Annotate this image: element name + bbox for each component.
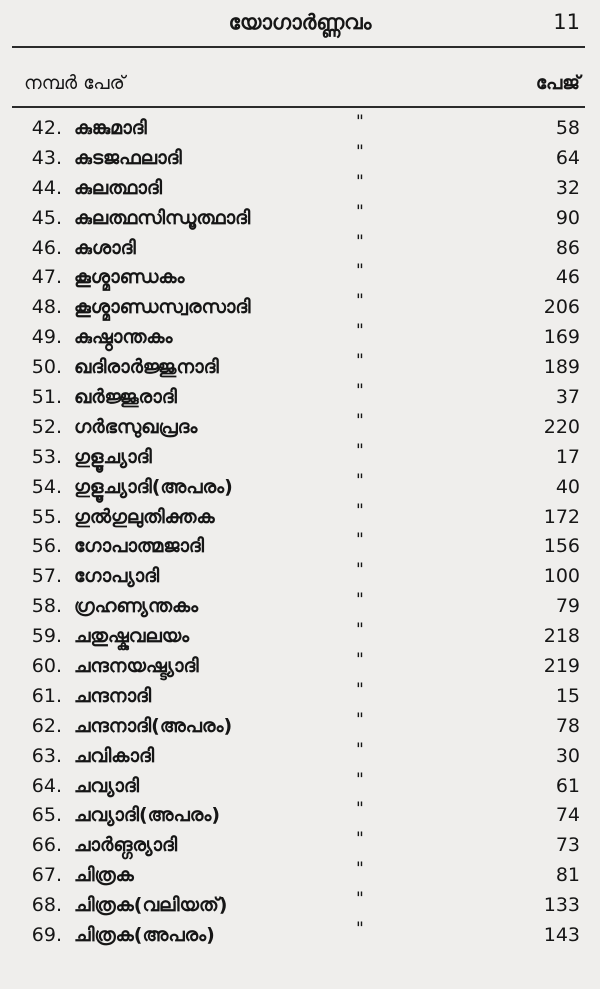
entry-number: 63. [31,744,62,767]
ditto-mark: " [356,500,364,521]
ditto-mark: " [356,410,364,431]
entry-name: ചിത്രക(വലിയത്) [74,894,228,917]
index-row [0,860,600,890]
entry-name: ചിത്രക [74,864,134,887]
entry-number: 47. [31,266,62,289]
ditto-mark: " [356,470,364,491]
entry-page: 133 [543,894,580,917]
ditto-mark: " [356,799,364,820]
entry-page: 64 [555,146,580,169]
ditto-mark: " [356,650,364,671]
index-row [0,203,600,233]
index-row [0,233,600,263]
ditto-mark: " [356,291,364,312]
ditto-mark: " [356,560,364,581]
ditto-mark: " [356,171,364,192]
page-header [0,8,600,40]
entry-number: 44. [31,176,62,199]
ditto-mark: " [356,440,364,461]
entry-name: ചന്ദനാദി(അപരം) [74,714,233,737]
index-row [0,651,600,681]
entry-page: 73 [555,834,580,857]
entry-name: ചന്ദനാദി [74,684,152,707]
ditto-mark: " [356,201,364,222]
ditto-mark: " [356,590,364,611]
entry-name: കുങ്കുമാദി [74,117,147,139]
entry-name: കുലത്ഥസിന്ധൂത്ഥാദി [74,206,251,229]
entry-page: 143 [543,924,580,947]
entry-page: 156 [543,535,580,558]
entry-name: ഗുളൂച്യാദി [74,445,152,468]
entry-name: കുലത്ഥാദി [74,176,162,199]
entry-number: 46. [31,236,62,259]
entry-name: ചിത്രക(അപരം) [74,924,215,947]
index-row [0,173,600,203]
ditto-mark: " [356,709,364,730]
ditto-mark: " [356,351,364,372]
entry-page: 15 [555,684,580,707]
entry-page: 206 [543,296,580,319]
entry-page: 74 [555,804,580,827]
index-row [0,262,600,292]
ditto-mark: " [356,859,364,880]
entry-number: 65. [31,804,62,827]
ditto-mark: " [356,261,364,282]
entry-number: 56. [31,535,62,558]
entry-page: 40 [555,475,580,498]
entry-number: 51. [31,386,62,409]
entry-number: 67. [31,864,62,887]
index-row [0,771,600,801]
index-row [0,292,600,322]
entry-number: 58. [31,595,62,618]
entry-page: 81 [555,864,580,887]
ditto-mark: " [356,530,364,551]
entry-number: 69. [31,924,62,947]
index-row [0,591,600,621]
top-divider [12,46,585,48]
entry-number: 62. [31,714,62,737]
entry-number: 61. [31,684,62,707]
index-row [0,442,600,472]
entry-name: ഗോപ്യാദി [74,565,160,588]
entry-number: 59. [31,625,62,648]
entry-name: ചവ്യാദി(അപരം) [74,804,220,827]
book-title: യോഗാർണ്ണവം [228,10,372,34]
index-row [0,890,600,920]
entry-page: 219 [543,655,580,678]
entry-number: 60. [31,655,62,678]
entry-name: കുശാദി [74,236,136,259]
ditto-mark: " [356,889,364,910]
entry-page: 218 [543,625,580,648]
entry-name: ഖർജ്ജൂരാദി [74,386,177,409]
index-row [0,322,600,352]
page-number: 11 [553,10,580,34]
entry-number: 48. [31,296,62,319]
index-row [0,113,600,143]
entry-page: 78 [555,714,580,737]
entry-name: ഖദിരാർജ്ജുനാദി [74,356,219,379]
entry-page: 32 [555,176,580,199]
entry-name: ഗ്രഹണ്യന്തകം [74,595,199,618]
index-row [0,472,600,502]
index-row [0,502,600,532]
entry-number: 68. [31,894,62,917]
entry-name: ഗോപാത്മജാദി [74,535,205,558]
ditto-mark: " [356,321,364,342]
ditto-mark: " [356,769,364,790]
index-list [0,113,600,950]
index-row [0,382,600,412]
entry-number: 50. [31,356,62,379]
entry-page: 58 [555,117,580,139]
entry-number: 42. [31,117,62,139]
index-row [0,561,600,591]
header-divider [12,106,585,108]
entry-page: 79 [555,595,580,618]
entry-number: 45. [31,206,62,229]
entry-name: ചന്ദനയഷ്ട്യാദി [74,655,199,678]
entry-number: 64. [31,774,62,797]
entry-name: ചവികാദി [74,744,155,767]
entry-name: ഗർഭസുഖപ്രദം [74,415,198,438]
entry-number: 55. [31,505,62,528]
ditto-mark: " [356,829,364,850]
entry-page: 172 [543,505,580,528]
entry-page: 169 [543,326,580,349]
entry-number: 57. [31,565,62,588]
entry-page: 61 [555,774,580,797]
entry-name: ചാർങ്ഗര്യാദി [74,834,178,857]
entry-number: 53. [31,445,62,468]
entry-name: കൂശ്മാണ്ഡകം [74,266,185,289]
index-row [0,800,600,830]
ditto-mark: " [356,112,364,132]
index-row [0,830,600,860]
entry-page: 37 [555,386,580,409]
column-header-number-name: നമ്പർ പേര് [24,72,125,94]
entry-name: ചവ്യാദി [74,774,139,797]
ditto-mark: " [356,739,364,760]
entry-page: 30 [555,744,580,767]
entry-page: 189 [543,356,580,379]
index-row [0,412,600,442]
index-row [0,681,600,711]
ditto-mark: " [356,231,364,252]
ditto-mark: " [356,141,364,162]
entry-page: 17 [555,445,580,468]
entry-name: ഗുളൂച്യാദി(അപരം) [74,475,233,498]
ditto-mark: " [356,919,364,940]
index-row [0,920,600,950]
entry-page: 90 [555,206,580,229]
entry-page: 86 [555,236,580,259]
index-row [0,621,600,651]
entry-number: 43. [31,146,62,169]
index-row [0,143,600,173]
entry-number: 66. [31,834,62,857]
ditto-mark: " [356,620,364,641]
entry-page: 100 [543,565,580,588]
entry-page: 220 [543,415,580,438]
entry-number: 52. [31,415,62,438]
entry-name: ചതുഷ്കുവലയം [74,625,190,648]
entry-number: 49. [31,326,62,349]
ditto-mark: " [356,381,364,402]
ditto-mark: " [356,679,364,700]
entry-page: 46 [555,266,580,289]
entry-name: കുഷ്ഠാന്തകം [74,326,173,349]
entry-name: ഗുൽഗുലുതിക്തക [74,505,215,528]
index-row [0,531,600,561]
entry-name: കുടജഫലാദി [74,146,182,169]
index-row [0,711,600,741]
index-row [0,352,600,382]
entry-number: 54. [31,475,62,498]
column-header-page: പേജ് [535,72,580,94]
entry-name: കൂശ്മാണ്ഡസ്വരസാദി [74,296,251,319]
index-row [0,741,600,771]
